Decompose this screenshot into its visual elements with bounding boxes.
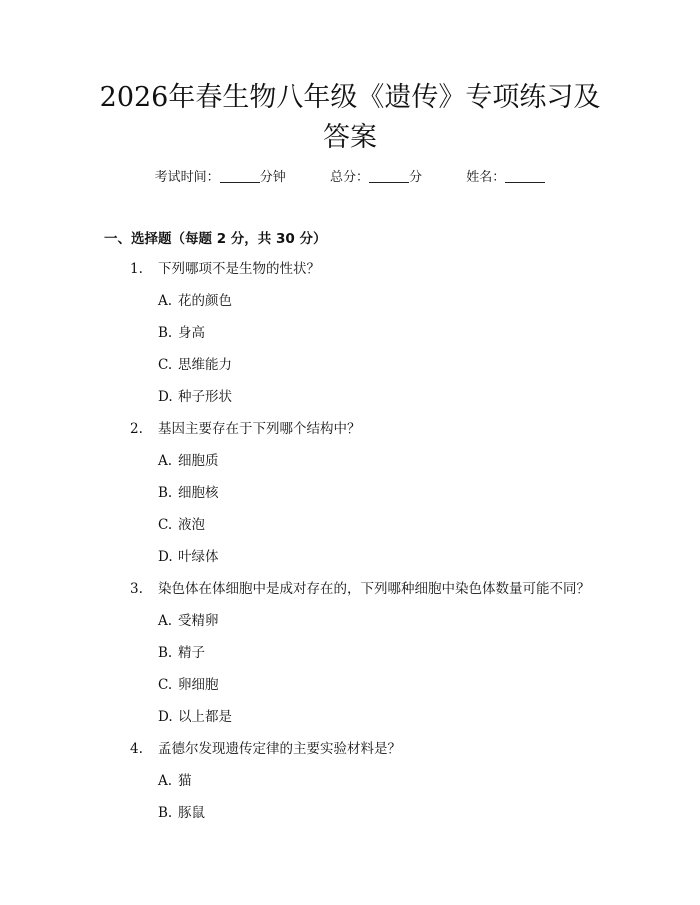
option-2d (158, 547, 219, 567)
question-number: 3. (130, 581, 143, 597)
option-3c (158, 675, 219, 695)
option-letter: D. (158, 389, 173, 405)
option-letter: A. (158, 453, 173, 469)
option-letter: C. (158, 357, 173, 373)
option-letter: D. (158, 709, 173, 725)
option-4a (158, 771, 192, 791)
option-text: 以上都是 (178, 709, 232, 725)
option-text: 种子形状 (178, 389, 232, 405)
option-1b (158, 323, 205, 343)
question-number: 1. (130, 261, 143, 277)
option-text: 细胞质 (178, 453, 219, 469)
option-text: 精子 (178, 645, 205, 661)
option-3d (158, 707, 232, 727)
question-3 (130, 579, 590, 599)
option-letter: A. (158, 773, 173, 789)
option-text: 叶绿体 (178, 549, 219, 565)
option-1a (158, 291, 232, 311)
score-blank (369, 168, 409, 183)
section-heading: 一、选择题（每题 2 分，共 30 分） (104, 231, 327, 247)
question-text: 染色体在体细胞中是成对存在的，下列哪种细胞中染色体数量可能不同？ (158, 581, 590, 597)
score-unit: 分 (409, 170, 423, 185)
question-1 (130, 259, 320, 279)
option-letter: A. (158, 613, 173, 629)
option-1c (158, 355, 232, 375)
option-letter: B. (158, 325, 173, 341)
option-letter: A. (158, 293, 173, 309)
option-3a (158, 611, 219, 631)
question-number: 2. (130, 421, 143, 437)
question-text: 基因主要存在于下列哪个结构中？ (158, 421, 361, 437)
option-letter: C. (158, 517, 173, 533)
option-text: 受精卵 (178, 613, 219, 629)
option-letter: B. (158, 645, 173, 661)
option-text: 液泡 (178, 517, 205, 533)
score-label: 总分： (329, 170, 369, 185)
option-2a (158, 451, 219, 471)
question-text: 孟德尔发现遗传定律的主要实验材料是？ (158, 741, 401, 757)
option-text: 豚鼠 (178, 805, 205, 821)
option-letter: D. (158, 549, 173, 565)
option-letter: B. (158, 805, 173, 821)
option-2b (158, 483, 219, 503)
option-3b (158, 643, 205, 663)
option-letter: B. (158, 485, 173, 501)
option-1d (158, 387, 232, 407)
option-text: 思维能力 (178, 357, 232, 373)
name-blank (505, 168, 545, 183)
question-4 (130, 739, 401, 759)
question-2 (130, 419, 361, 439)
option-text: 卵细胞 (178, 677, 219, 693)
name-label: 姓名： (466, 170, 506, 185)
time-label: 考试时间： (154, 170, 220, 185)
option-text: 身高 (178, 325, 205, 341)
option-text: 猫 (178, 773, 192, 789)
option-letter: C. (158, 677, 173, 693)
question-text: 下列哪项不是生物的性状？ (158, 261, 320, 277)
option-4b (158, 803, 205, 823)
page-title: 2026年春生物八年级《遗传》专项练习及答案 (99, 82, 601, 153)
question-number: 4. (130, 741, 143, 757)
option-text: 花的颜色 (178, 293, 232, 309)
option-text: 细胞核 (178, 485, 219, 501)
time-blank (220, 168, 260, 183)
option-2c (158, 515, 205, 535)
time-unit: 分钟 (259, 170, 286, 185)
exam-info-line (0, 168, 700, 188)
